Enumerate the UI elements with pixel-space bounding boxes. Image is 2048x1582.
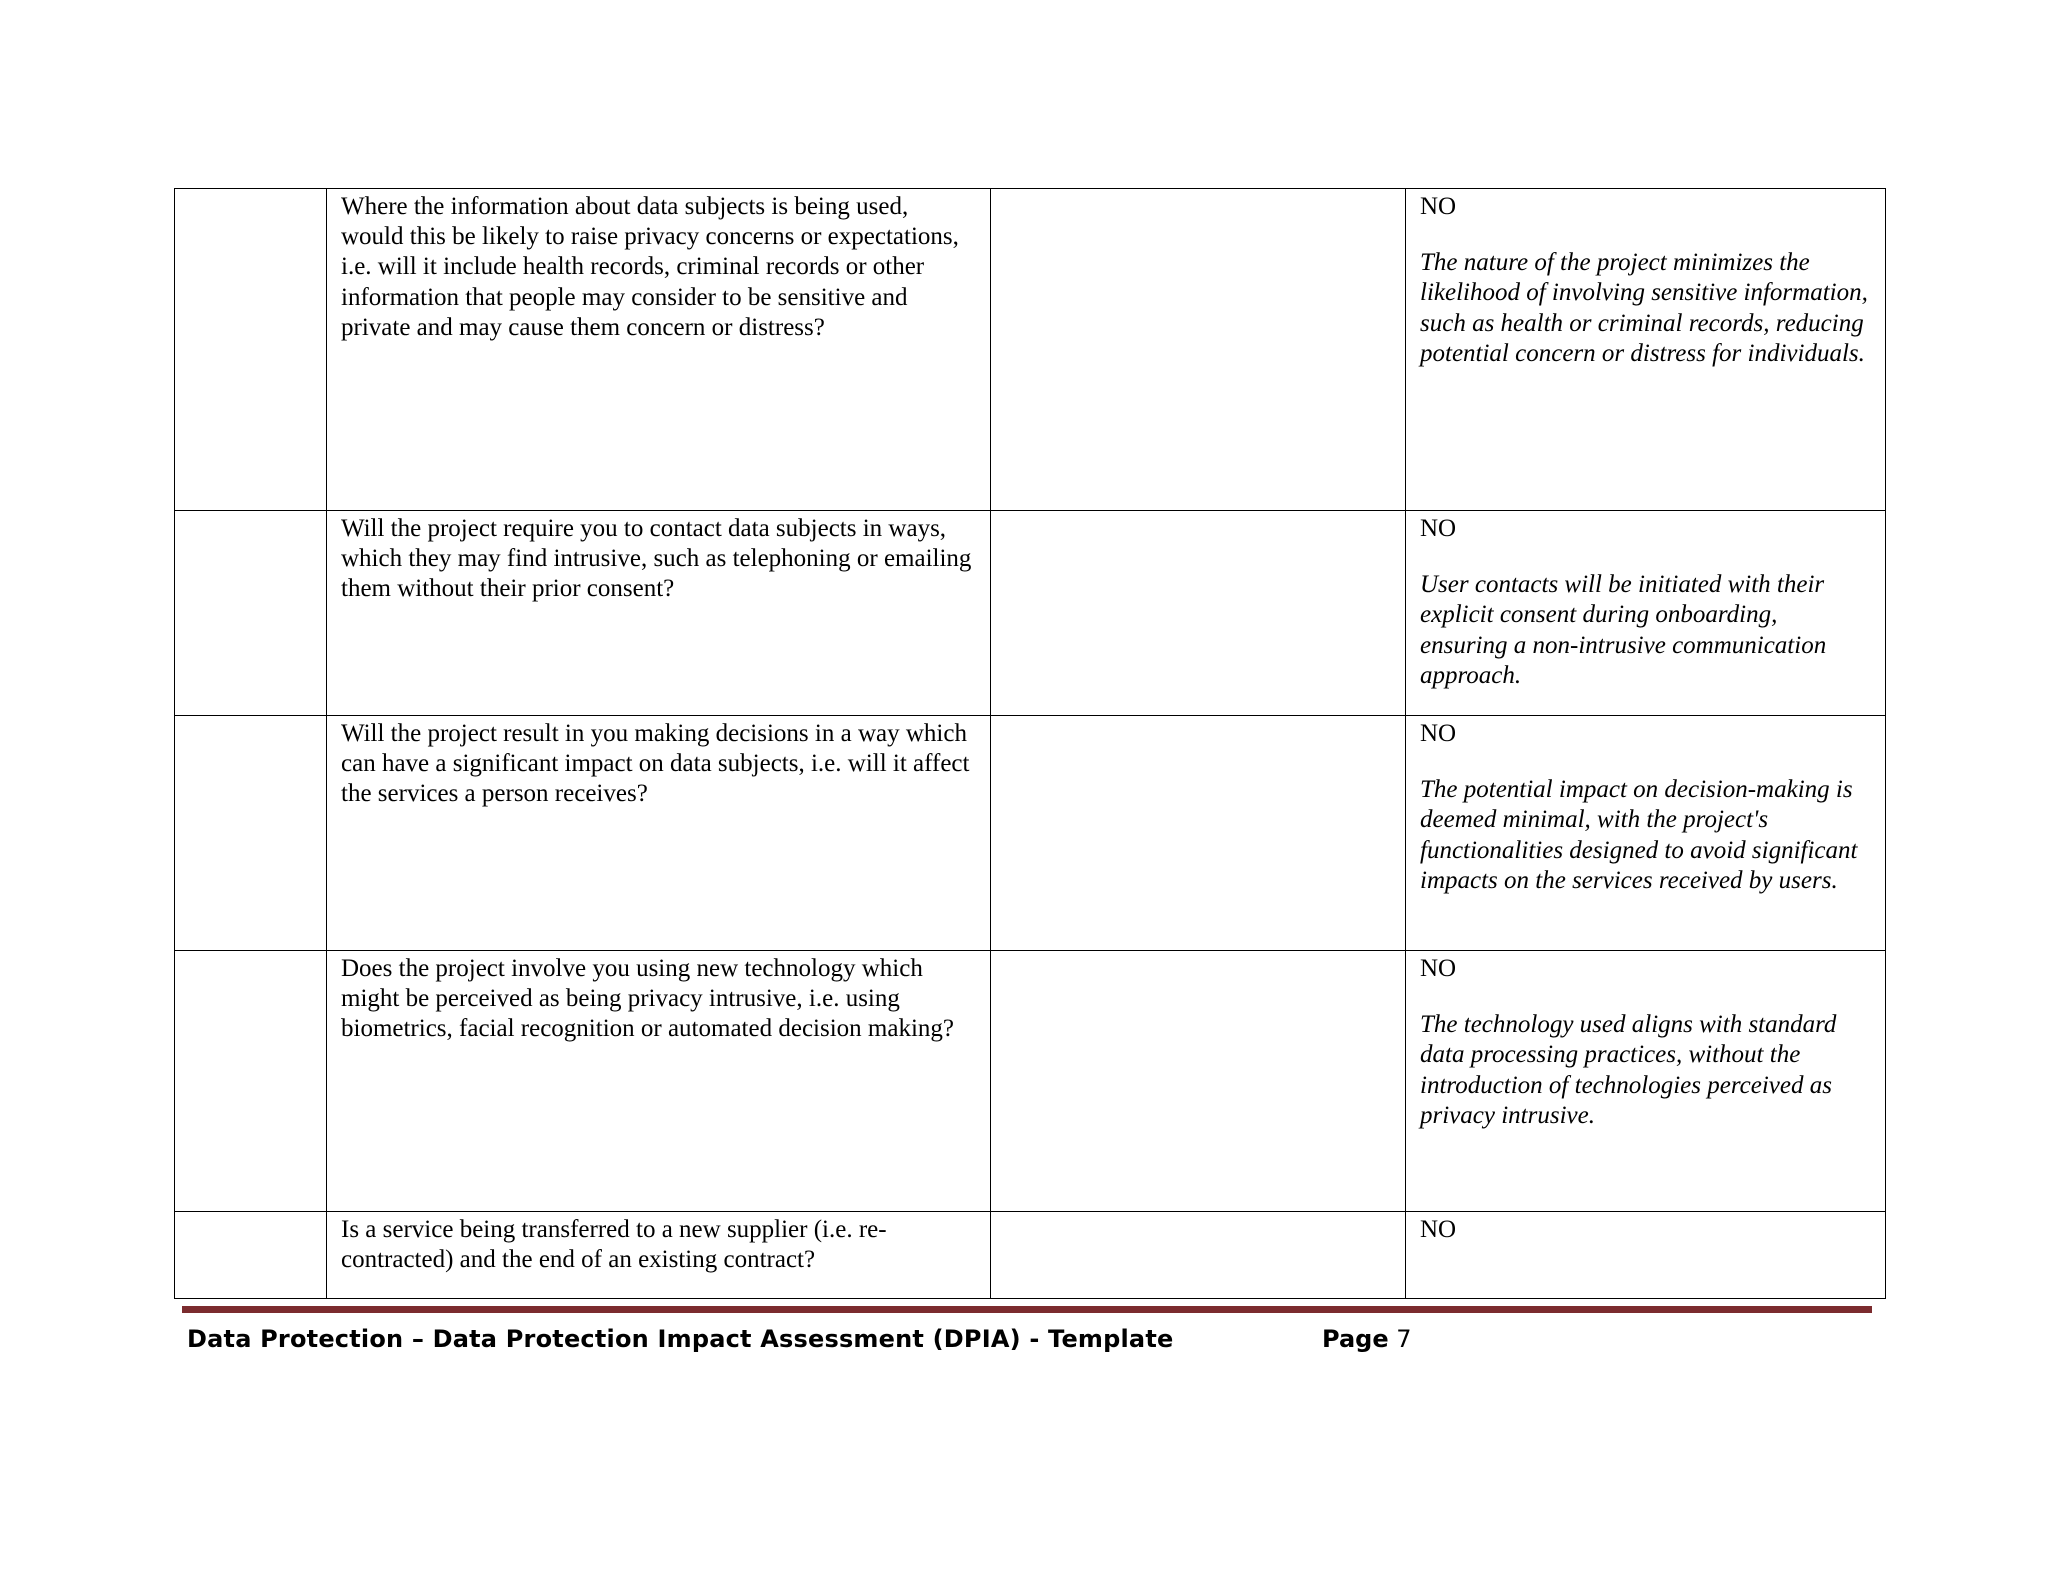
empty-cell [991,189,1406,511]
answer-text: NO [1420,1216,1457,1243]
question-cell [327,1212,991,1299]
answer-cell [1406,511,1886,716]
question-text: Will the project result in you making decisions in a way which can have a significant impact on data subjects, i.e. will it affect the services a person receives? [341,720,970,808]
footer-page-number [1322,1325,1412,1353]
row-number-cell [175,1212,327,1299]
answer-note: User contacts will be initiated with their explicit consent during onboarding, ensuring a non-intrusive communication approach. [1420,571,1827,689]
answer-cell [1406,1212,1886,1299]
footer-document-title: Data Protection – Data Protection Impact Assessment (DPIA) - Template [187,1325,1174,1353]
question-cell [327,951,991,1212]
row-number-cell [175,189,327,511]
question-cell [327,511,991,716]
answer-note: The technology used aligns with standard data processing practices, without the introduction of technologies perceived as privacy intrusive. [1420,1011,1837,1129]
table-row [175,716,1886,951]
question-cell [327,189,991,511]
empty-cell [991,1212,1406,1299]
answer-cell [1406,716,1886,951]
answer-note: The potential impact on decision-making is deemed minimal, with the project's functionalities designed to avoid significant impacts on the services received by users. [1420,776,1858,894]
empty-cell [991,716,1406,951]
table-row [175,1212,1886,1299]
table-row [175,189,1886,511]
page-label: Page [1322,1325,1389,1353]
dpia-screening-table [174,188,1886,1299]
page-number: 7 [1396,1325,1412,1353]
question-text: Will the project require you to contact data subjects in ways, which they may find intrusive, such as telephoning or emailing them without their prior consent? [341,515,972,603]
answer-cell [1406,951,1886,1212]
answer-text: NO [1420,515,1457,542]
row-number-cell [175,716,327,951]
row-number-cell [175,951,327,1212]
row-number-cell [175,511,327,716]
table-row [175,951,1886,1212]
answer-text: NO [1420,955,1457,982]
empty-cell [991,951,1406,1212]
answer-cell [1406,189,1886,511]
footer-divider [182,1306,1872,1313]
answer-text: NO [1420,720,1457,747]
question-cell [327,716,991,951]
answer-text: NO [1420,193,1457,220]
question-text: Does the project involve you using new technology which might be perceived as being privacy intrusive, i.e. using biometrics, facial recognition or automated decision making? [341,955,954,1043]
answer-note: The nature of the project minimizes the likelihood of involving sensitive information, such as health or criminal records, reducing potential concern or distress for individuals. [1420,249,1868,367]
question-text: Is a service being transferred to a new supplier (i.e. re-contracted) and the end of an existing contract? [341,1216,887,1274]
question-text: Where the information about data subjects is being used, would this be likely to raise privacy concerns or expectations, i.e. will it include health records, criminal records or other information that people may consider to be sensitive and private and may cause them concern or distress? [341,193,959,341]
empty-cell [991,511,1406,716]
table-row [175,511,1886,716]
